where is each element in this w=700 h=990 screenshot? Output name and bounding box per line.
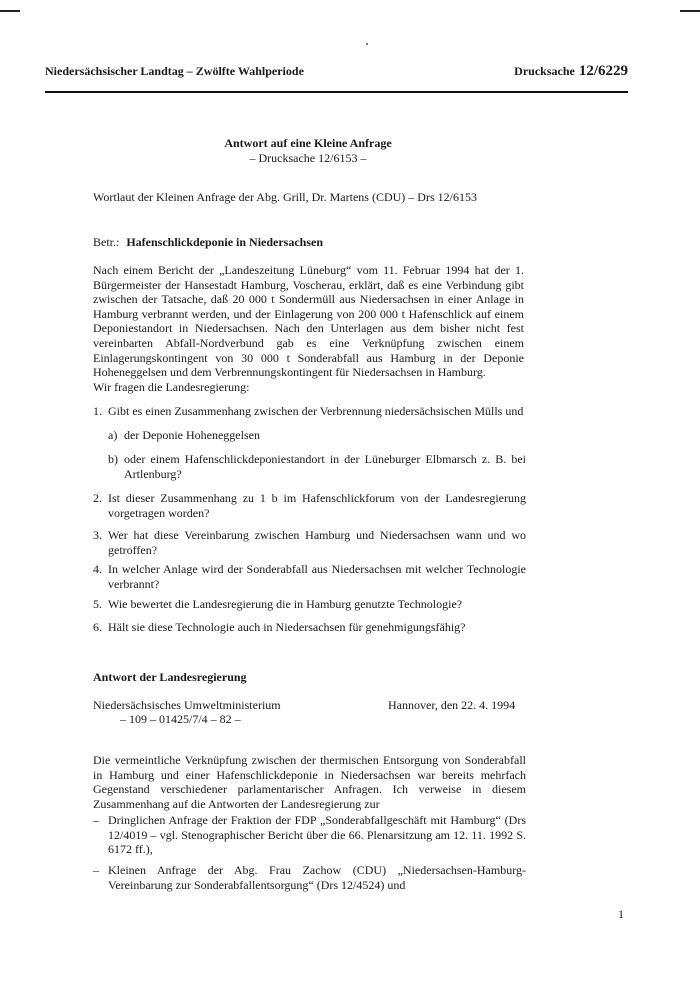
answer-title-reference: – Drucksache 12/6153 – (249, 151, 367, 165)
reference-dash: – (93, 863, 99, 877)
scan-speck (366, 43, 368, 45)
answer-title: Antwort auf eine Kleine Anfrage (224, 136, 392, 150)
corner-mark-left (0, 10, 20, 12)
question-text: Ist dieser Zusammenhang zu 1 b im Hafenschlickforum von der Landesregierung vorgetragen worden? (108, 491, 526, 520)
subject-label: Betr.: (93, 235, 120, 249)
question-text: Wer hat diese Vereinbarung zwischen Hamburg und Niedersachsen wann und wo getroffen? (108, 528, 526, 557)
header-doc-number: 12/6229 (578, 63, 628, 79)
question-number: 5. (93, 597, 102, 611)
subject-title: Hafenschlickdeponie in Niedersachsen (126, 235, 324, 249)
answer-paragraph: Die vermeintliche Verknüpfung zwischen der thermischen Entsorgung von Sonderabfall in Hamburg und einer Hafenschlickdeponie in Niedersachsen war bereits mehrfach Gegenstand verschiedener parlamentarischer Anfragen. Ich verweise in diesem Zusammenhang auf die Antworten der Landesregierung zur (93, 753, 526, 811)
question-number: 2. (93, 491, 102, 505)
wording-line: Wortlaut der Kleinen Anfrage der Abg. Grill, Dr. Martens (CDU) – Drs 12/6153 (93, 190, 477, 204)
header-doc-label: Drucksache (514, 64, 575, 78)
place-date: Hannover, den 22. 4. 1994 (388, 698, 516, 712)
header-left: Niedersächsischer Landtag – Zwölfte Wahlperiode (45, 64, 304, 78)
page-number: 1 (618, 907, 624, 921)
sub-item-label: b) (108, 452, 118, 466)
sub-item-label: a) (108, 428, 118, 442)
answer-heading: Antwort der Landesregierung (93, 670, 247, 684)
ministry-name: Niedersächsisches Umweltministerium (93, 698, 281, 712)
question-text: In welcher Anlage wird der Sonderabfall aus Niedersachsen mit welcher Technologie verbrannt? (108, 562, 526, 591)
question-number: 1. (93, 404, 102, 418)
question-number: 4. (93, 562, 102, 576)
intro-paragraph: Nach einem Bericht der „Landeszeitung Lüneburg“ vom 11. Februar 1994 hat der 1. Bürgermeister der Hansestadt Hamburg, Voscherau, erklärt, daß es eine Verbindung gibt zwischen der Tatsache, daß 20 000 t Sondermüll aus Niedersachsen in einer Anlage in Hamburg verbrannt werden, und der Einlagerung von 200 000 t Hafenschlick auf einem Deponiestandort in Niedersachsen. Nach den Unterlagen aus dem bisher nicht fest vereinbarten Abfall-Nordverbund gab es eine Verknüpfung zwischen einem Einlagerungskontingent von 30 000 t Sonderabfall aus Hamburg in der Deponie Hoheneggelsen und dem Verbrennungskontingent für Niedersachsen in Hamburg. (93, 263, 524, 380)
reference-item: Kleinen Anfrage der Abg. Frau Zachow (CDU) „Niedersachsen-Hamburg-Vereinbarung zur Sonderabfallentsorgung“ (Drs 12/4524) und (108, 863, 526, 892)
reference-item: Dringlichen Anfrage der Fraktion der FDP „Sonderabfallgeschäft mit Hamburg“ (Drs 12/4019 – vgl. Stenographischer Bericht über die 66. Plenarsitzung am 12. 11. 1992 S. 6172 ff.), (108, 813, 526, 857)
question-intro: Wir fragen die Landesregierung: (93, 380, 250, 394)
ministry-file-reference: – 109 – 01425/7/4 – 82 – (120, 712, 241, 726)
question-text: Hält sie diese Technologie auch in Niedersachsen für genehmigungsfähig? (108, 620, 466, 634)
question-number: 3. (93, 528, 102, 542)
question-number: 6. (93, 620, 102, 634)
corner-mark-right (680, 10, 700, 12)
question-text: Gibt es einen Zusammenhang zwischen der Verbrennung niedersächsischen Mülls und (108, 404, 524, 418)
header-right (514, 62, 628, 80)
sub-item-text: der Deponie Hoheneggelsen (124, 428, 260, 442)
sub-item-text: oder einem Hafenschlickdeponiestandort in der Lüneburger Elbmarsch z. B. bei Artlenburg? (124, 452, 526, 481)
subject-line (93, 235, 323, 250)
reference-dash: – (93, 813, 99, 827)
header-rule (45, 91, 628, 93)
question-text: Wie bewertet die Landesregierung die in Hamburg genutzte Technologie? (108, 597, 463, 611)
